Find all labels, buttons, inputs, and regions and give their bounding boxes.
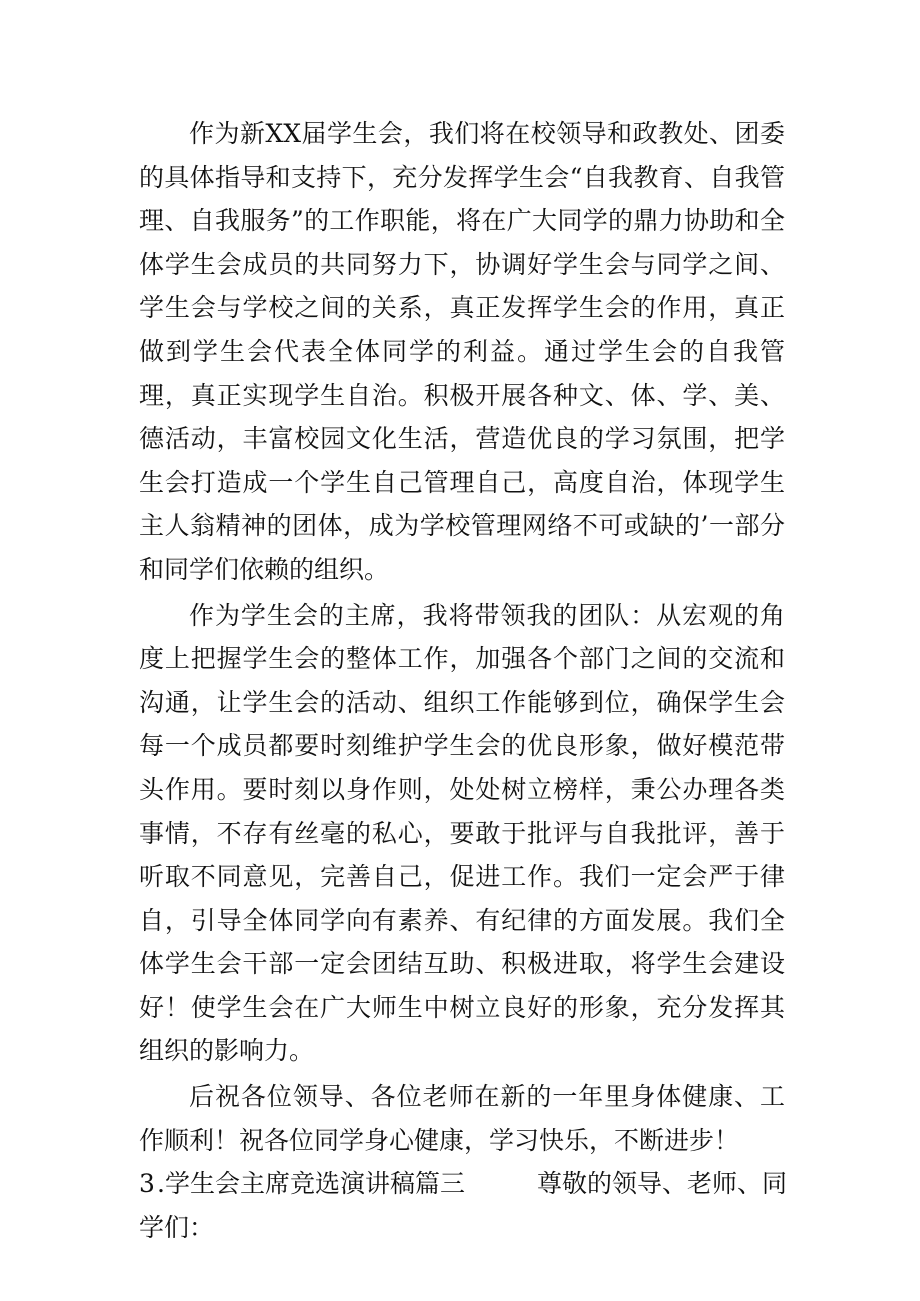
- paragraph-student-union-goals: 作为新XX届学生会，我们将在校领导和政教处、团委的具体指导和支持下，充分发挥学生会“自我教育、自我管理、自我服务”的工作职能，将在广大同学的鼎力协助和全体学生会成员的共同努力下，协调好学生会与同学之间、学生会与学校之间的关系，真正发挥学生会的作用，真正做到学生会代表全体同学的利益。通过学生会的自我管理，真正实现学生自治。积极开展各种文、体、学、美、德活动，丰富校园文化生活，营造优良的学习氛围，把学生会打造成一个学生自己管理自己，高度自治，体现学生主人翁精神的团体，成为学校管理网络不可或缺的’一部分和同学们依赖的组织。: [139, 119, 785, 584]
- section-heading-line: [139, 1162, 785, 1206]
- document-body: [139, 112, 785, 1249]
- greeting-continuation: 学们：: [139, 1212, 215, 1242]
- greeting-start: 尊敬的领导、老师、同: [536, 1169, 787, 1199]
- paragraph-closing-wishes: 后祝各位领导、各位老师在新的一年里身体健康、工作顺利！祝各位同学身心健康，学习快乐，不断进步！: [139, 1082, 785, 1155]
- section-title: .学生会主席竞选演讲稿篇三: [157, 1169, 465, 1199]
- paragraph-chairman-plan: 作为学生会的主席，我将带领我的团队：从宏观的角度上把握学生会的整体工作，加强各个部门之间的交流和沟通，让学生会的活动、组织工作能够到位，确保学生会每一个成员都要时刻维护学生会的优良形象，做好模范带头作用。要时刻以身作则，处处树立榜样，秉公办理各类事情，不存有丝毫的私心，要敢于批评与自我批评，善于听取不同意见，完善自己，促进工作。我们一定会严于律自，引导全体同学向有素养、有纪律的方面发展。我们全体学生会干部一定会团结互助、积极进取，将学生会建设好！使学生会在广大师生中树立良好的形象，充分发挥其组织的影响力。: [139, 600, 785, 1066]
- section-number: 3: [139, 1169, 155, 1199]
